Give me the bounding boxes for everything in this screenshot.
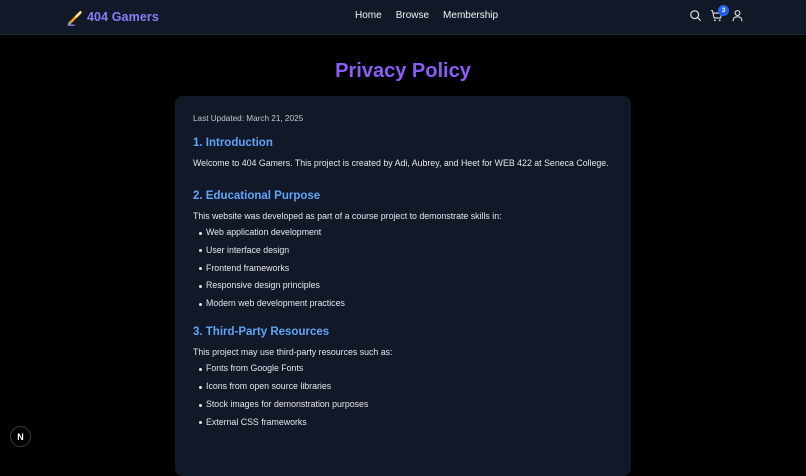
list-item: User interface design — [199, 242, 614, 260]
list-item: External CSS frameworks — [199, 414, 614, 432]
page-title: Privacy Policy — [335, 60, 471, 82]
main-nav — [355, 10, 498, 21]
resources-list — [193, 360, 614, 431]
section-heading: 2. Educational Purpose — [193, 189, 321, 202]
section-text: Welcome to 404 Gamers. This project is created by Adi, Aubrey, and Heet for WEB 422 at Seneca College. — [193, 158, 609, 168]
cart-button[interactable] — [710, 9, 724, 23]
list-item: Icons from open source libraries — [199, 378, 614, 396]
nav-home-link[interactable]: Home — [355, 10, 382, 21]
search-icon — [689, 9, 702, 22]
section-heading: 3. Third-Party Resources — [193, 325, 330, 338]
list-item: Modern web development practices — [199, 295, 614, 313]
list-item: Stock images for demonstration purposes — [199, 396, 614, 414]
list-item: Web application development — [199, 224, 614, 242]
section-educational-purpose — [193, 189, 614, 313]
nav-membership-link[interactable]: Membership — [443, 10, 499, 21]
user-icon — [731, 9, 744, 22]
list-item: Responsive design principles — [199, 277, 614, 295]
policy-card — [175, 96, 631, 476]
brand-home-link[interactable] — [66, 8, 159, 26]
brand-name: 404 Gamers — [87, 10, 159, 24]
top-navbar — [0, 0, 806, 35]
nav-actions — [689, 9, 745, 23]
list-item: Frontend frameworks — [199, 260, 614, 278]
section-third-party-resources — [193, 325, 614, 432]
list-item: Fonts from Google Fonts — [199, 360, 614, 378]
section-text: This website was developed as part of a course project to demonstrate skills in: — [193, 210, 502, 221]
nav-browse-link[interactable]: Browse — [395, 10, 430, 21]
dev-indicator-button[interactable] — [10, 426, 31, 447]
brush-logo-icon — [66, 9, 83, 26]
search-button[interactable] — [689, 9, 703, 23]
section-text: This project may use third-party resources such as: — [193, 346, 393, 357]
section-heading: 1. Introduction — [193, 137, 273, 149]
skills-list — [193, 224, 614, 313]
account-button[interactable] — [731, 9, 745, 23]
last-updated: Last Updated: March 21, 2025 — [193, 114, 304, 123]
section-introduction — [193, 136, 614, 171]
dev-indicator-label: N — [17, 431, 24, 442]
cart-count-badge: 3 — [718, 5, 729, 16]
